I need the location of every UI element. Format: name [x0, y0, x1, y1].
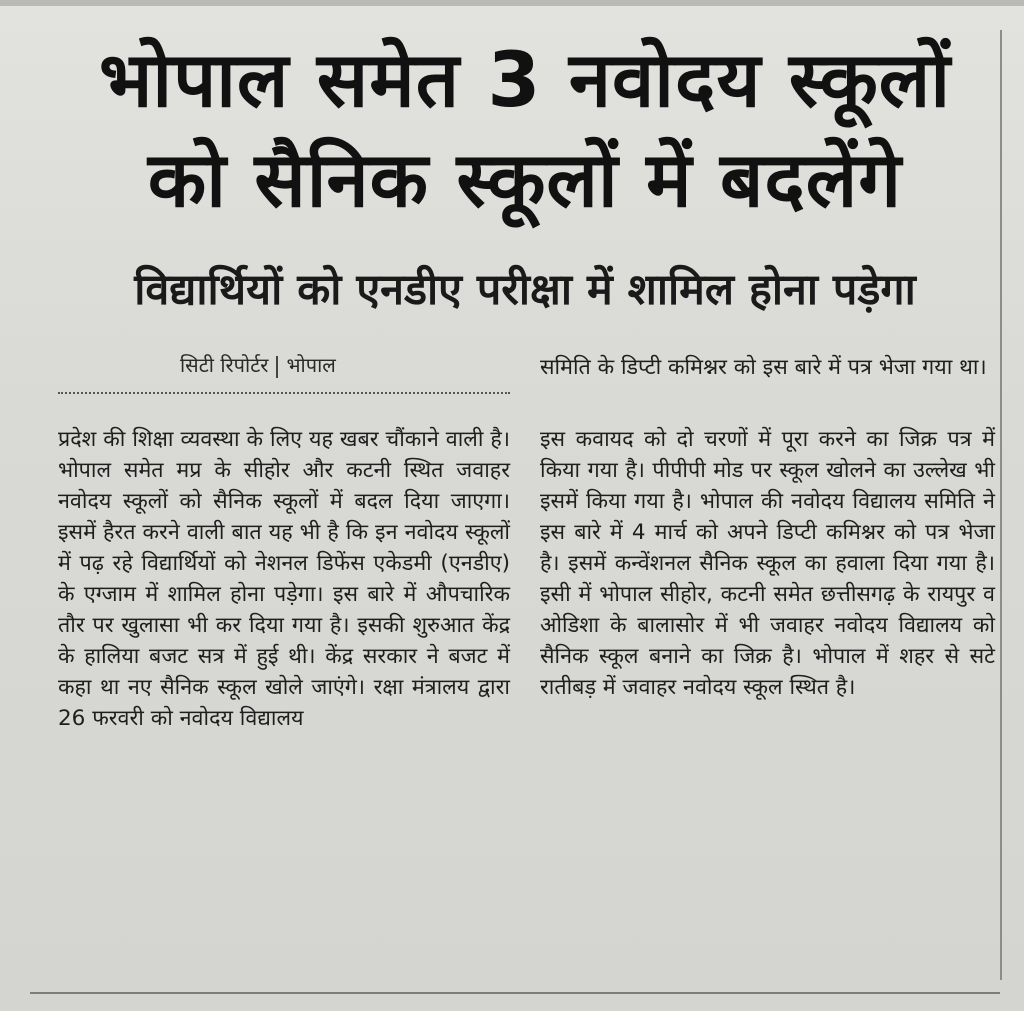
subheadline: विद्यार्थियों को एनडीए परीक्षा में शामिल होना पड़ेगा: [134, 265, 916, 315]
article-paragraph: प्रदेश की शिक्षा व्यवस्था के लिए यह खबर चौंकाने वाली है। भोपाल समेत मप्र के सीहोर और कटनी स्थित जवाहर नवोदय स्कूलों को सैनिक स्कूलों में बदल दिया जाएगा। इसमें हैरत करने वाली बात यह भी है कि इन नवोदय स्कूलों में पढ़ रहे विद्यार्थियों को नेशनल डिफेंस एकेडमी (एनडीए) के एग्जाम में शामिल होना पड़ेगा। इस बारे में औपचारिक तौर पर खुलासा भी कर दिया गया है। इसकी शुरुआत केंद्र के हालिया बजट सत्र में हुई थी। केंद्र सरकार ने बजट में कहा था नए सैनिक स्कूल खोले जाएंगे। रक्षा मंत्रालय द्वारा 26 फरवरी को नवोदय विद्यालय: [58, 427, 510, 731]
column-rule-right: [1000, 30, 1002, 980]
article-paragraph: समिति के डिप्टी कमिश्नर को इस बारे में पत्र भेजा गया था।: [540, 355, 987, 380]
article-column-left: [58, 424, 510, 734]
byline: [180, 350, 440, 380]
headline: भोपाल समेत 3 नवोदय स्कूलों को सैनिक स्कूलों में बदलेंगे: [98, 35, 952, 224]
byline-location: भोपाल: [286, 353, 336, 377]
article-column-right: [540, 424, 995, 703]
article-paragraph: इस कवायद को दो चरणों में पूरा करने का जिक्र पत्र में किया गया है। पीपीपी मोड पर स्कूल खोलने का उल्लेख भी इसमें किया गया है। भोपाल की नवोदय विद्यालय समिति ने इस बारे में 4 मार्च को अपने डिप्टी कमिश्नर को पत्र भेजा है। इसमें कन्वेंशनल सैनिक स्कूल का हवाला दिया गया है। इसी में भोपाल सीहोर, कटनी समेत छत्तीसगढ़ के रायपुर व ओडिशा के बालासोर में भी जवाहर नवोदय विद्यालय को सैनिक स्कूल बनाने का जिक्र है। भोपाल में शहर से सटे रातीबड़ में जवाहर नवोदय स्कूल स्थित है।: [540, 427, 995, 700]
article-column-right-continuation: [540, 352, 995, 383]
byline-reporter: सिटी रिपोर्टर: [180, 353, 269, 377]
bottom-rule: [30, 992, 1000, 994]
byline-divider: [58, 392, 510, 394]
byline-separator: [276, 356, 278, 378]
top-rule: [0, 0, 1024, 6]
